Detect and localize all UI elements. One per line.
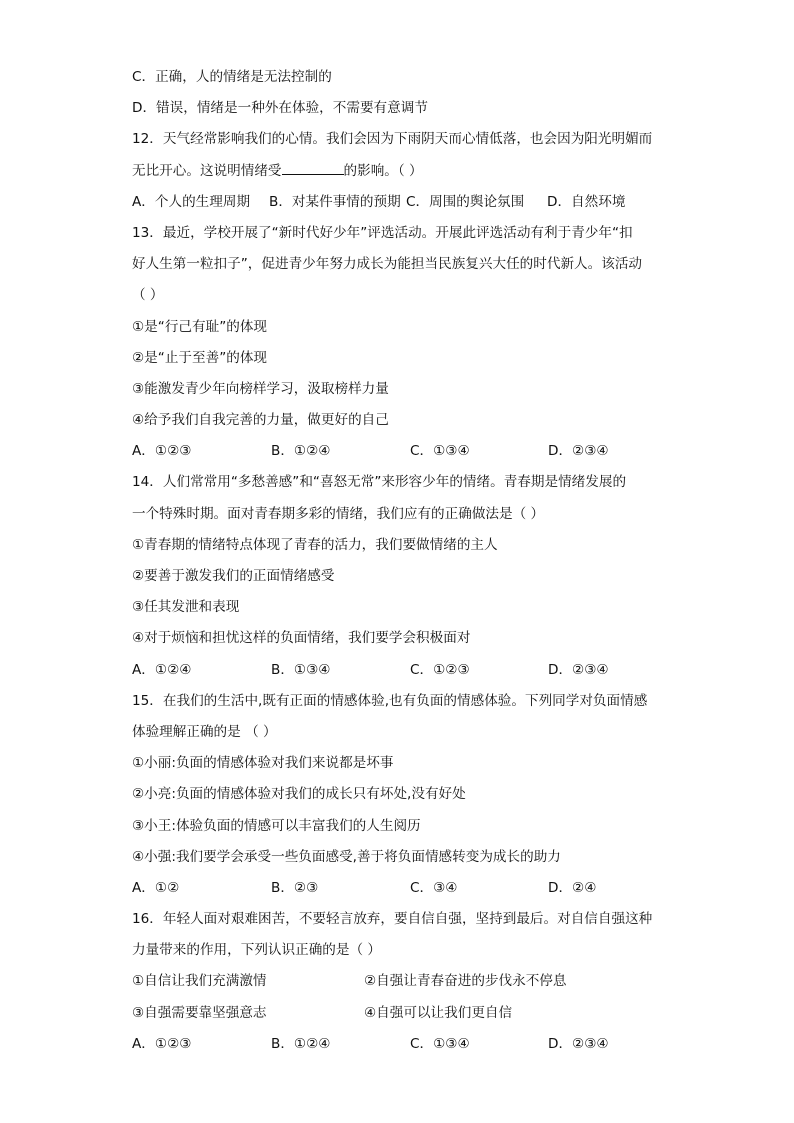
q14-item-1: ①青春期的情绪特点体现了青春的活力，我们要做情绪的主人: [132, 536, 498, 553]
q14-item-3: ③任其发泄和表现: [132, 599, 240, 616]
q14-options: [132, 655, 672, 686]
q12-option-a: A．个人的生理周期: [132, 193, 251, 210]
q14-option-b: B．①③④: [271, 661, 331, 678]
q16-option-b: B．①②④: [271, 1035, 331, 1052]
q13-stem-line1: 13．最近，学校开展了“新时代好少年”评选活动。开展此评选活动有利于青少年“扣: [132, 224, 633, 241]
q13-item-4: ④给予我们自我完善的力量，做更好的自己: [132, 412, 389, 429]
document-page: [132, 62, 672, 1060]
q13-stem-line3: （ ）: [132, 287, 164, 304]
q16-item-2: ②自强让青春奋进的步伐永不停息: [364, 973, 567, 990]
q16-item-4: ④自强可以让我们更自信: [364, 1004, 513, 1021]
q11-option-c: C．正确，人的情绪是无法控制的: [132, 69, 332, 85]
q13-item-3: ③能激发青少年向榜样学习，汲取榜样力量: [132, 380, 389, 397]
q16-stem-line1: 16．年轻人面对艰难困苦，不要轻言放弃，要自信自强，坚持到最后。对自信自强这种: [132, 911, 653, 928]
q12-stem-line1: 12．天气经常影响我们的心情。我们会因为下雨阴天而心情低落，也会因为阳光明媚而: [132, 131, 653, 148]
q16-item-1: ①自信让我们充满激情: [132, 973, 267, 990]
q12-option-b: B．对某件事情的预期: [269, 193, 401, 210]
q13-options: [132, 436, 672, 467]
q12-stem-line2: [132, 156, 672, 187]
q15-item-1: ①小丽:负面的情感体验对我们来说都是坏事: [132, 755, 394, 772]
q12-stem-line2-post: 的影响。（ ）: [343, 162, 423, 179]
q15-stem-line2: 体验理解正确的是 （ ）: [132, 723, 277, 740]
q16-items-row1: [132, 966, 672, 997]
q12-option-c: C．周围的舆论氛围: [406, 193, 525, 210]
q12-stem-line2-pre: 无比开心。这说明情绪受: [132, 162, 282, 179]
q15-option-a: A．①②: [132, 879, 180, 896]
q15-option-b: B．②③: [271, 879, 319, 896]
q12-fill-blank: [282, 162, 344, 175]
q13-item-2: ②是“止于至善”的体现: [132, 349, 268, 366]
q16-option-a: A．①②③: [132, 1035, 192, 1052]
q14-item-4: ④对于烦恼和担忧这样的负面情绪，我们要学会积极面对: [132, 630, 471, 647]
q12-options: [132, 187, 672, 218]
q14-option-a: A．①②④: [132, 661, 192, 678]
q15-item-3: ③小王:体验负面的情感可以丰富我们的人生阅历: [132, 817, 421, 834]
q16-option-d: D．②③④: [548, 1035, 609, 1052]
q15-item-2: ②小亮:负面的情感体验对我们的成长只有坏处,没有好处: [132, 786, 466, 803]
q12-option-d: D．自然环境: [547, 193, 626, 210]
q14-option-d: D．②③④: [548, 661, 609, 678]
q16-option-c: C．①③④: [410, 1035, 470, 1052]
q15-option-d: D．②④: [548, 879, 597, 896]
q11-option-d: D．错误，情绪是一种外在体验，不需要有意调节: [132, 100, 428, 117]
q15-stem-line1: 15．在我们的生活中,既有正面的情感体验,也有负面的情感体验。下列同学对负面情感: [132, 692, 648, 709]
q15-option-c: C．③④: [410, 879, 458, 896]
q15-item-4: ④小强:我们要学会承受一些负面感受,善于将负面情感转变为成长的助力: [132, 848, 561, 865]
q15-options: [132, 873, 672, 904]
q14-stem-line1: 14．人们常常用“多愁善感”和“喜怒无常”来形容少年的情绪。青春期是情绪发展的: [132, 474, 627, 491]
q13-item-1: ①是“行己有耻”的体现: [132, 318, 268, 335]
q13-option-c: C．①③④: [410, 443, 470, 460]
q13-stem-line2: 好人生第一粒扣子”，促进青少年努力成长为能担当民族复兴大任的时代新人。该活动: [132, 256, 643, 273]
q14-item-2: ②要善于激发我们的正面情绪感受: [132, 568, 335, 584]
q16-options: [132, 1029, 672, 1060]
q13-option-a: A．①②③: [132, 443, 192, 460]
q16-stem-line2: 力量带来的作用，下列认识正确的是（ ）: [132, 942, 382, 959]
q16-items-row2: [132, 998, 672, 1029]
q16-item-3: ③自强需要靠坚强意志: [132, 1004, 267, 1021]
q13-option-b: B．①②④: [271, 443, 331, 460]
q13-option-d: D．②③④: [548, 443, 609, 460]
q14-option-c: C．①②③: [410, 661, 470, 678]
q14-stem-line2: 一个特殊时期。面对青春期多彩的情绪，我们应有的正确做法是（ ）: [132, 505, 545, 522]
